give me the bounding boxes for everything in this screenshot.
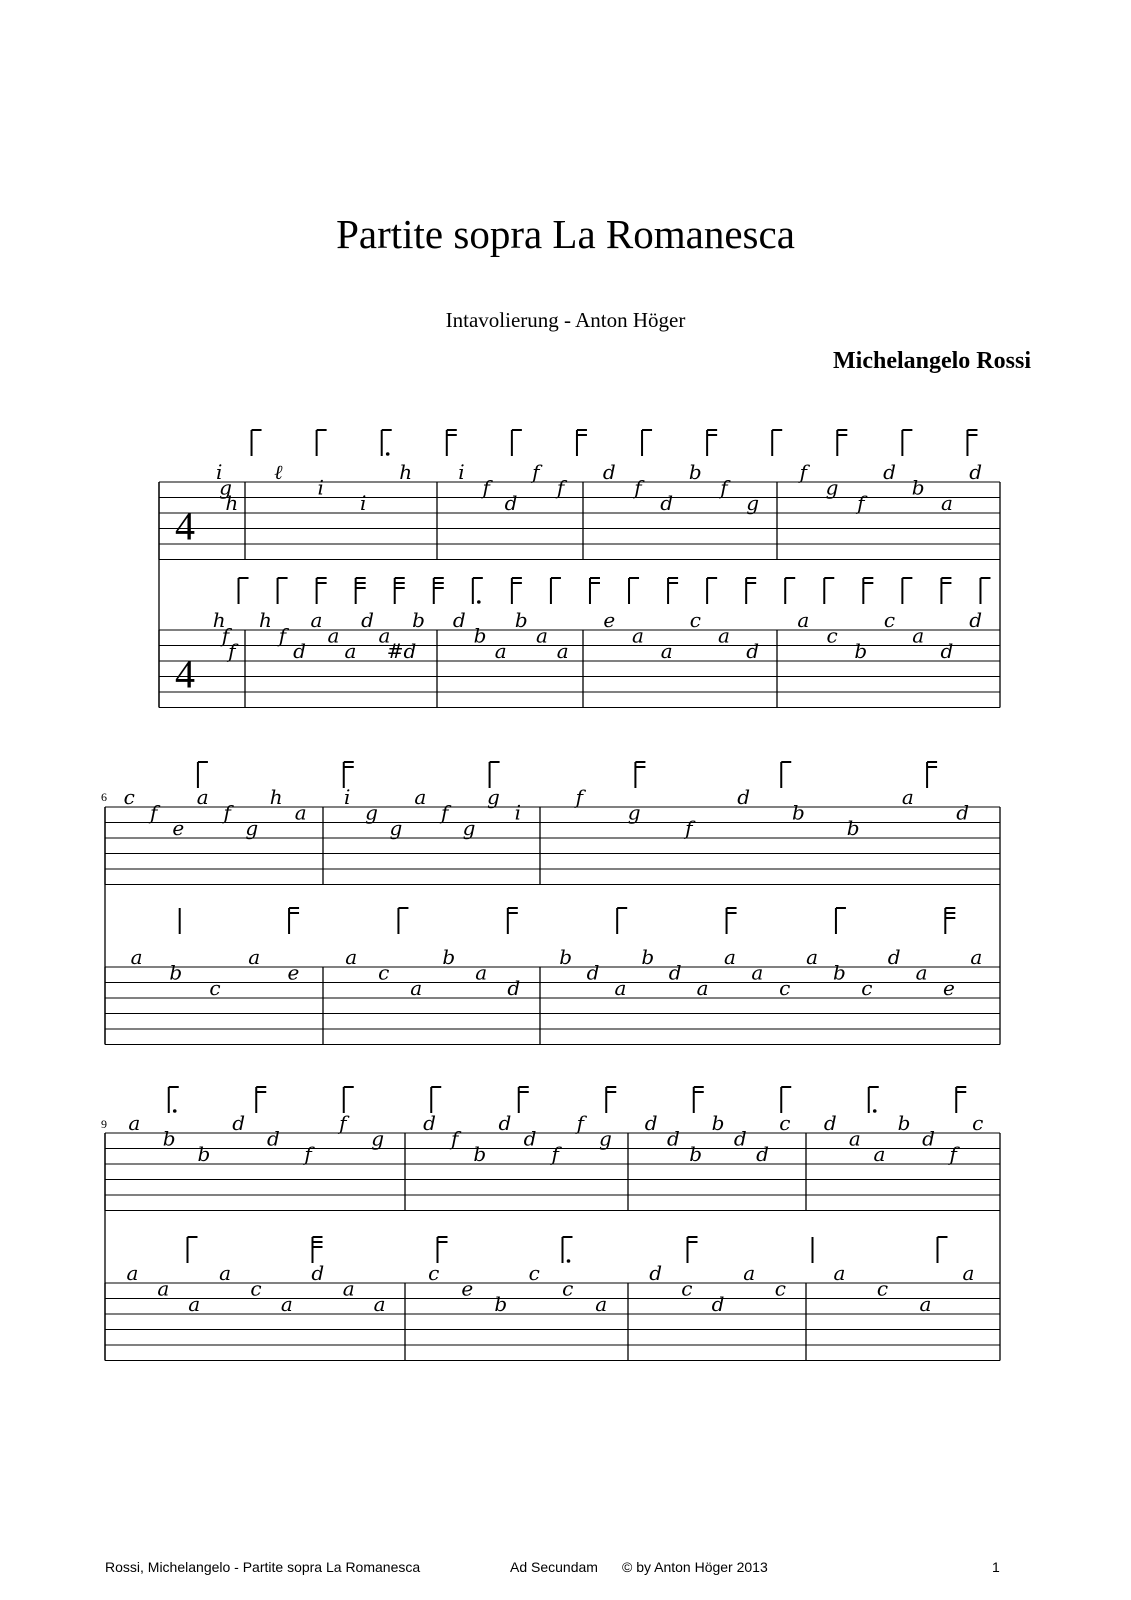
measure-number: 6 (101, 790, 107, 804)
tab-letter: a (873, 1142, 886, 1166)
tab-letter: a (130, 945, 143, 969)
measure-number: 9 (101, 1117, 107, 1131)
tab-letter: d (504, 491, 518, 515)
tab-letter: a (342, 1276, 355, 1301)
tab-letter: c (689, 608, 701, 632)
tab-letter: a (345, 945, 358, 969)
tab-letter: b (412, 608, 425, 632)
rhythm-dot (567, 1259, 571, 1263)
tab-letter: f (551, 1142, 559, 1166)
tab-letter: d (507, 976, 521, 1000)
rhythm-dot (173, 1109, 177, 1113)
tab-letter: b (162, 1126, 176, 1151)
tab-letter: d (969, 608, 983, 632)
tab-letter: a (696, 976, 709, 1000)
tab-letter: g (462, 816, 476, 840)
tab-letter: b (169, 960, 183, 985)
tab-letter: d (644, 1111, 658, 1135)
tab-letter: b (559, 945, 573, 969)
tab-letter: a (344, 639, 357, 663)
tab-letter: d (498, 1111, 512, 1135)
tab-letter: a (378, 623, 391, 648)
tab-letter: a (373, 1292, 386, 1316)
tab-letter: d (660, 491, 674, 515)
tab-letter: g (371, 1126, 385, 1151)
tab-letter: a (848, 1126, 861, 1151)
tab-letter: f (278, 623, 287, 648)
tab-letter: c (528, 1261, 540, 1285)
tab-letter: f (556, 475, 565, 500)
tab-letter: h (259, 608, 272, 632)
tab-letter: g (389, 816, 403, 840)
tab-letter: c (562, 1276, 574, 1301)
tab-letter: a (970, 945, 983, 969)
tab-letter: a (414, 785, 427, 809)
tab-letter: d (293, 639, 306, 663)
footer-copyright: © by Anton Höger 2013 (622, 1559, 768, 1575)
tab-letter: c (826, 623, 838, 648)
tab-letter: i (215, 460, 223, 484)
tab-letter: b (641, 945, 655, 969)
tab-letter: b (711, 1111, 725, 1135)
tab-letter: c (861, 976, 873, 1000)
tab-letter: b (473, 1142, 487, 1166)
tab-letter: d (452, 608, 466, 632)
tab-letter: i (317, 475, 324, 500)
tab-letter: h (399, 460, 413, 484)
rhythm-dot (873, 1109, 877, 1113)
tab-letter: a (806, 945, 819, 969)
tab-letter: h (225, 491, 239, 515)
tab-letter: e (943, 976, 955, 1000)
tab-letter: c (378, 960, 390, 985)
tab-letter: d (668, 960, 682, 985)
tab-letter: a (280, 1292, 293, 1316)
tab-letter: g (487, 785, 500, 809)
tab-letter: f (720, 475, 728, 500)
tab-letter: e (603, 608, 616, 632)
tab-letter: h (212, 608, 226, 632)
tab-letter: a (901, 785, 914, 809)
tab-letter: c (972, 1111, 984, 1135)
tab-letter: g (365, 800, 378, 825)
tab-letter: d (523, 1126, 537, 1151)
rhythm-dot (477, 600, 481, 604)
tab-letter: d (586, 960, 600, 985)
tab-letter: f (304, 1142, 312, 1166)
tab-letter: d (266, 1126, 280, 1151)
tab-letter: c (774, 1276, 787, 1301)
tab-letter: d (737, 785, 751, 809)
tab-letter: d (232, 1111, 246, 1135)
tab-letter: c (876, 1276, 889, 1301)
tab-letter: a (751, 960, 764, 985)
tab-letter: f (482, 475, 490, 500)
tab-letter: f (685, 816, 693, 840)
tab-letter: d (746, 639, 760, 663)
tab-letter: a (919, 1292, 932, 1316)
tab-letter: a (915, 960, 928, 985)
tab-letter: d (311, 1261, 325, 1285)
tab-letter: d (733, 1126, 747, 1151)
tab-letter: b (833, 960, 846, 985)
tab-letter: a (410, 976, 423, 1000)
tab-letter: d (823, 1111, 837, 1135)
tab-letter: b (689, 1142, 703, 1166)
tab-letter: e (287, 960, 300, 985)
tab-letter: a (327, 623, 340, 648)
tab-letter: g (599, 1126, 612, 1151)
tab-letter: f (634, 475, 642, 500)
tab-letter: a (536, 623, 548, 648)
tab-letter: d (756, 1142, 769, 1166)
tab-letter: a (157, 1276, 170, 1301)
tab-letter: a (196, 785, 209, 809)
tab-letter: i (458, 460, 465, 484)
tab-letter: f (949, 1142, 957, 1166)
tab-letter: a (556, 639, 569, 663)
tab-letter: f (575, 785, 584, 809)
tab-letter: f (532, 460, 540, 484)
tab-letter: a (494, 639, 507, 663)
tab-letter: d (887, 945, 901, 969)
tab-letter: a (248, 945, 261, 969)
page-number: 1 (992, 1559, 1000, 1575)
subtitle: Intavolierung - Anton Höger (445, 308, 686, 332)
tab-letter: a (797, 608, 810, 632)
footer-left: Rossi, Michelangelo - Partite sopra La Romanesca (105, 1559, 421, 1575)
tab-letter: f (857, 491, 865, 515)
tab-letter: a (475, 960, 488, 985)
tab-letter: d (361, 608, 374, 632)
tab-letter: b (854, 639, 868, 663)
tab-letter: d (602, 460, 616, 484)
tab-letter: d (423, 1111, 436, 1135)
tab-letter: ℓ (274, 460, 283, 484)
footer-center: Ad Secundam (510, 1559, 598, 1575)
tab-letter: a (126, 1261, 139, 1285)
tab-letter: d (883, 460, 896, 484)
tab-letter: i (343, 785, 351, 809)
tab-letter: i (360, 491, 367, 515)
tab-letter: a (632, 623, 644, 648)
tab-letter: a (660, 639, 673, 663)
tab-letter: e (172, 816, 185, 840)
tab-letter: b (791, 800, 805, 825)
rhythm-dot (386, 452, 390, 456)
tab-letter: f (339, 1111, 347, 1135)
tab-letter: c (123, 785, 135, 809)
tab-letter: c (681, 1276, 693, 1301)
tab-letter: g (219, 475, 232, 500)
tab-letter: g (746, 491, 760, 515)
tab-letter: f (150, 800, 158, 825)
tab-letter: f (223, 800, 231, 825)
tab-letter: g (245, 816, 259, 840)
tab-letter: a (219, 1261, 232, 1285)
tab-letter: d (711, 1292, 725, 1316)
time-signature: 4 (175, 503, 195, 549)
tab-letter: b (897, 1111, 911, 1135)
composer: Michelangelo Rossi (833, 348, 1031, 374)
tab-letter: a (940, 491, 953, 515)
tab-letter: b (911, 475, 925, 500)
tab-letter: c (428, 1261, 440, 1285)
tab-letter: a (595, 1292, 608, 1316)
tab-letter: d (956, 800, 970, 825)
tab-letter: f (440, 800, 449, 825)
page-title: Partite sopra La Romanesca (336, 211, 795, 257)
tab-letter: a (188, 1292, 201, 1316)
tab-letter: f (576, 1111, 585, 1135)
tab-letter: a (128, 1111, 141, 1135)
tab-letter: b (846, 816, 860, 840)
tab-letter: e (461, 1276, 474, 1301)
tab-letter: c (250, 1276, 262, 1301)
time-signature: 4 (175, 651, 195, 697)
tab-letter: a (614, 976, 627, 1000)
tab-letter: a (743, 1261, 756, 1285)
tab-letter: b (442, 945, 456, 969)
tab-letter: c (779, 976, 791, 1000)
tab-letter: a (912, 623, 925, 648)
tab-letter: b (473, 623, 487, 648)
tab-letter: f (799, 460, 808, 484)
tab-letter: b (688, 460, 702, 484)
tab-letter: i (514, 800, 522, 825)
tab-letter: a (310, 608, 323, 632)
tab-letter: d (667, 1126, 680, 1151)
tab-letter: a (833, 1261, 846, 1285)
tab-letter: #d (386, 639, 417, 663)
tab-letter: c (779, 1111, 791, 1135)
tab-letter: d (969, 460, 983, 484)
tab-letter: a (723, 945, 736, 969)
tab-letter: d (649, 1261, 663, 1285)
tab-letter: a (294, 800, 307, 825)
tab-letter: h (269, 785, 283, 809)
tab-letter: a (718, 623, 730, 648)
tab-letter: b (494, 1292, 508, 1316)
tab-letter: f (450, 1126, 459, 1151)
tab-letter: f (221, 623, 230, 648)
tab-letter: b (514, 608, 528, 632)
tab-letter: a (962, 1261, 975, 1285)
tab-letter: f (228, 639, 236, 663)
tab-letter: b (197, 1142, 211, 1166)
tab-letter: c (209, 976, 221, 1000)
tab-letter: g (627, 800, 641, 825)
tab-letter: d (940, 639, 954, 663)
tab-letter: d (922, 1126, 935, 1151)
tab-letter: g (825, 475, 839, 500)
tab-letter: c (883, 608, 896, 632)
